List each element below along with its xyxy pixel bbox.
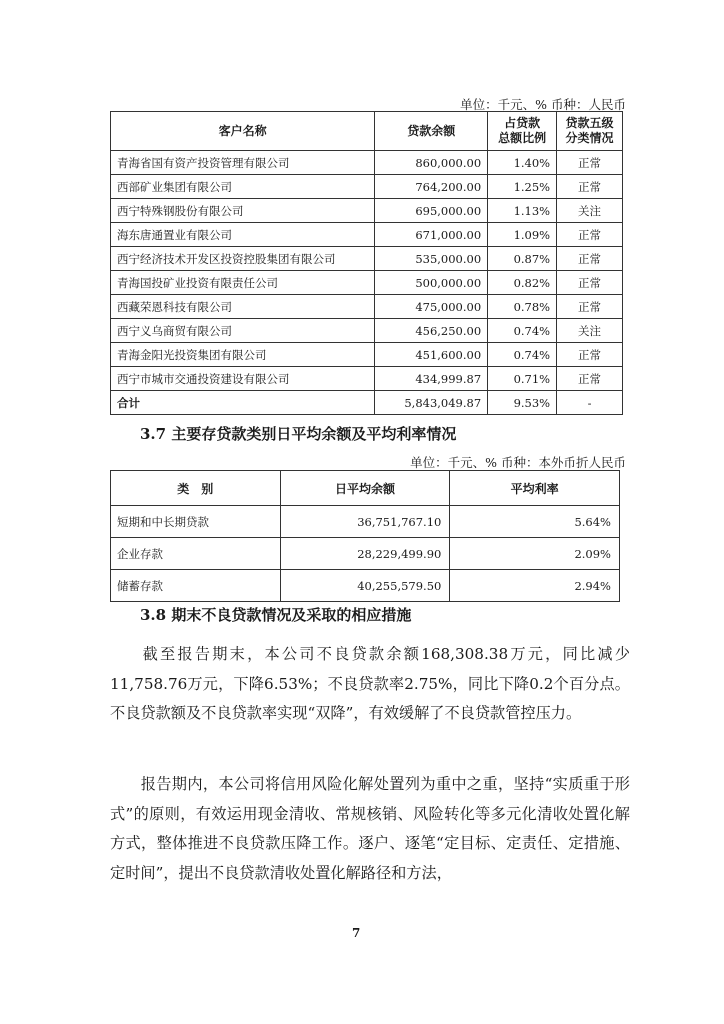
- table-row: 西藏荣恩科技有限公司 475,000.00 0.78% 正常: [111, 295, 623, 319]
- col-header-balance: 贷款余额: [375, 112, 488, 151]
- table-row: 青海国投矿业投资有限责任公司 500,000.00 0.82% 正常: [111, 271, 623, 295]
- table-row: 青海金阳光投资集团有限公司 451,600.00 0.74% 正常: [111, 343, 623, 367]
- npl-measures-paragraph: 报告期内，本公司将信用风险化解处置列为重中之重，坚持“实质重于形式”的原则，有效运用现金清收、常规核销、风险转化等多元化清收处置化解方式，整体推进不良贷款压降工作。逐户、逐笔“定目标、定责任、定措施、定时间”，提出不良贷款清收处置化解路径和方法，: [110, 775, 630, 882]
- section-heading-3-7: 3.7 主要存贷款类别日平均余额及平均利率情况: [140, 425, 457, 443]
- section-heading-3-8: 3.8 期末不良贷款情况及采取的相应措施: [140, 606, 412, 624]
- col-header-customer: 客户名称: [111, 112, 375, 151]
- col-header-classification: 贷款五级 分类情况: [557, 112, 623, 151]
- table-row: 企业存款 28,229,499.90 2.09%: [111, 538, 620, 570]
- deposit-table-unit: 单位：千元、% 币种：本外币折人民币: [410, 455, 626, 470]
- col-header-ratio: 占贷款 总额比例: [488, 112, 557, 151]
- table-row: 西宁义乌商贸有限公司 456,250.00 0.74% 关注: [111, 319, 623, 343]
- npl-summary-paragraph: 截至报告期末，本公司不良贷款余额168,308.38万元，同比减少11,758.76万元，下降6.53%；不良贷款率2.75%，同比下降0.2个百分点。不良贷款额及不良贷款率实现“双降”，有效缓解了不良贷款管控压力。: [110, 645, 630, 722]
- table-row: 西宁市城市交通投资建设有限公司 434,999.87 0.71% 正常: [111, 367, 623, 391]
- col-header-avg-balance: 日平均余额: [280, 471, 450, 506]
- col-header-avg-rate: 平均利率: [450, 471, 620, 506]
- table-row: 西部矿业集团有限公司 764,200.00 1.25% 正常: [111, 175, 623, 199]
- avg-balance-rate-table: [110, 470, 620, 602]
- table-row: 短期和中长期贷款 36,751,767.10 5.64%: [111, 506, 620, 538]
- table-header-row: [111, 471, 620, 506]
- table-row: 海东唐通置业有限公司 671,000.00 1.09% 正常: [111, 223, 623, 247]
- table-row: 青海省国有资产投资管理有限公司 860,000.00 1.40% 正常: [111, 151, 623, 175]
- table-total-row: 合计 5,843,049.87 9.53% -: [111, 391, 623, 415]
- table-row: 储蓄存款 40,255,579.50 2.94%: [111, 570, 620, 602]
- top-loan-customers-table: [110, 111, 623, 415]
- table-header-row: [111, 112, 623, 151]
- col-header-category: 类 别: [111, 471, 281, 506]
- table-row: 西宁经济技术开发区投资控股集团有限公司 535,000.00 0.87% 正常: [111, 247, 623, 271]
- table-row: 西宁特殊钢股份有限公司 695,000.00 1.13% 关注: [111, 199, 623, 223]
- page-number: 7: [352, 926, 361, 940]
- loan-table-unit: 单位：千元、% 币种：人民币: [460, 97, 626, 112]
